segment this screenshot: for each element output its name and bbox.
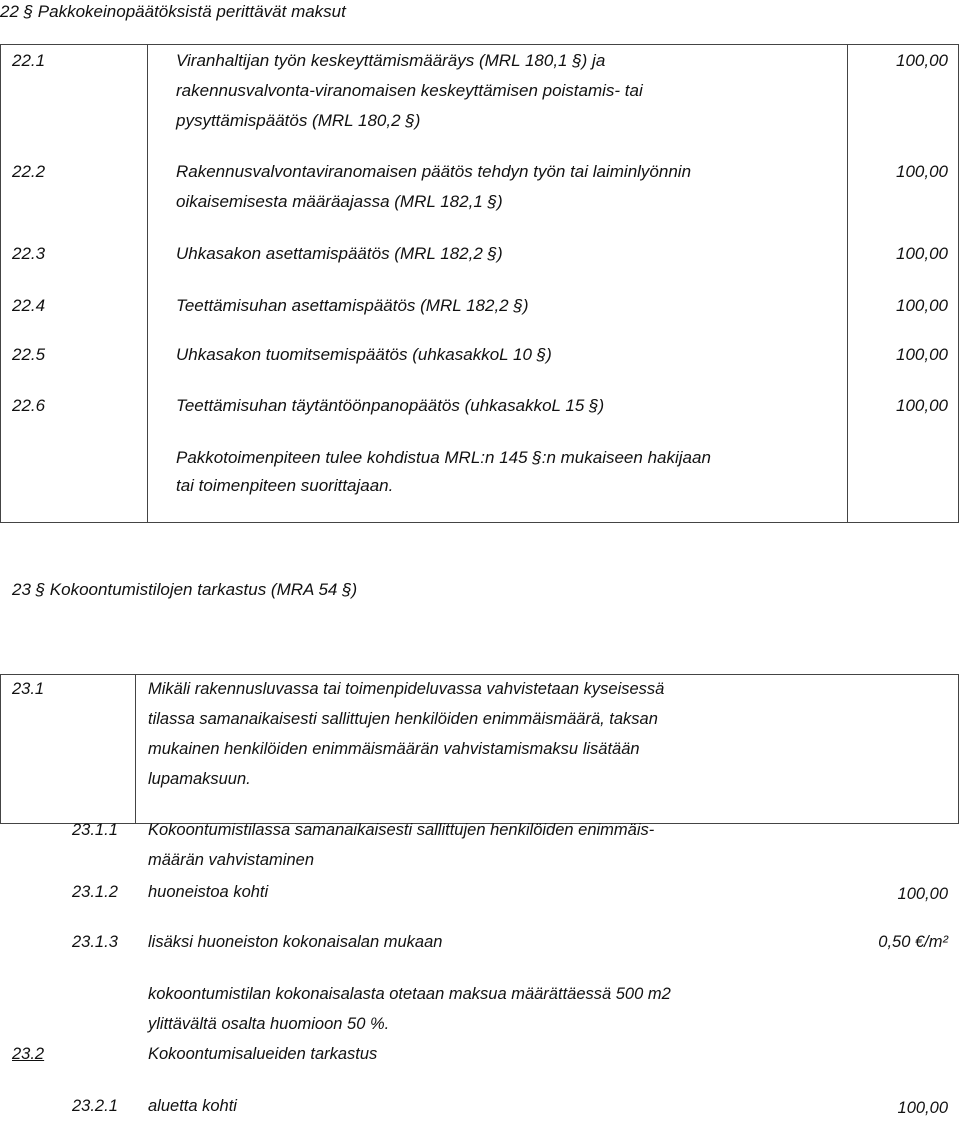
item-number: 22.1 (12, 51, 46, 70)
item-price: 100,00 (896, 345, 948, 364)
item-description-line: lupamaksuun. (148, 770, 251, 788)
item-description-line: Teettämisuhan täytäntöönpanopäätös (uhkasakkoL 15 §) (176, 396, 605, 415)
item-description: aluetta kohti (148, 1097, 237, 1115)
item-number: 23.2 (12, 1045, 45, 1063)
item-price: 0,50 €/m² (878, 933, 948, 951)
item-description: lisäksi huoneiston kokonaisalan mukaan (148, 933, 443, 951)
section-note-line: kokoontumistilan kokonaisalasta otetaan maksua määrättäessä 500 m2 (148, 985, 671, 1003)
item-price: 100,00 (896, 162, 948, 181)
item-description-line: Teettämisuhan asettamispäätös (MRL 182,2 §) (176, 296, 529, 315)
item-number: 22.4 (12, 296, 46, 315)
item-number: 23.1 (12, 680, 45, 698)
item-description-line: tilassa samanaikaisesti sallittujen henkilöiden enimmäismäärä, taksan (148, 710, 658, 728)
item-number: 23.1.2 (72, 883, 118, 901)
item-description-line: oikaisemisesta määräajassa (MRL 182,1 §) (176, 192, 503, 211)
item-number: 23.1.3 (72, 933, 118, 951)
item-description: huoneistoa kohti (148, 883, 269, 901)
section-note-line: ylittävältä osalta huomioon 50 %. (148, 1015, 390, 1033)
item-price: 100,00 (896, 51, 948, 70)
item-description-line: Uhkasakon asettamispäätös (MRL 182,2 §) (176, 244, 503, 263)
table-divider (847, 45, 848, 522)
item-price: 100,00 (897, 1099, 948, 1117)
item-number: 22.2 (12, 162, 46, 181)
item-description-line: Mikäli rakennusluvassa tai toimenpideluvassa vahvistetaan kyseisessä (148, 680, 665, 698)
table-divider (147, 45, 148, 522)
item-number: 22.3 (12, 244, 46, 263)
section-note-line: tai toimenpiteen suorittajaan. (176, 476, 394, 495)
item-number: 22.6 (12, 396, 46, 415)
item-price: 100,00 (896, 396, 948, 415)
item-number: 22.5 (12, 345, 46, 364)
item-price: 100,00 (896, 244, 948, 263)
item-price: 100,00 (896, 296, 948, 315)
item-description-line: rakennusvalvonta-viranomaisen keskeyttämisen poistamis- tai (176, 81, 643, 100)
item-description-line: Rakennusvalvontaviranomaisen päätös tehdyn työn tai laiminlyönnin (176, 162, 692, 181)
table-divider (135, 675, 136, 823)
item-description-line: Kokoontumistilassa samanaikaisesti sallittujen henkilöiden enimmäis- (148, 821, 655, 839)
section-23-heading: 23 § Kokoontumistilojen tarkastus (MRA 54 §) (12, 580, 358, 599)
item-number: 23.1.1 (72, 821, 118, 839)
section-note-line: Pakkotoimenpiteen tulee kohdistua MRL:n 145 §:n mukaiseen hakijaan (176, 448, 711, 467)
item-number: 23.2.1 (72, 1097, 118, 1115)
section-22-heading: 22 § Pakkokeinopäätöksistä perittävät maksut (0, 2, 346, 21)
item-description: Kokoontumisalueiden tarkastus (148, 1045, 378, 1063)
item-price: 100,00 (897, 885, 948, 903)
item-description-line: Viranhaltijan työn keskeyttämismääräys (MRL 180,1 §) ja (176, 51, 606, 70)
item-description-line: pysyttämispäätös (MRL 180,2 §) (176, 111, 421, 130)
item-description-line: määrän vahvistaminen (148, 851, 314, 869)
item-description-line: mukainen henkilöiden enimmäismäärän vahvistamismaksu lisätään (148, 740, 640, 758)
item-description-line: Uhkasakon tuomitsemispäätös (uhkasakkoL 10 §) (176, 345, 552, 364)
